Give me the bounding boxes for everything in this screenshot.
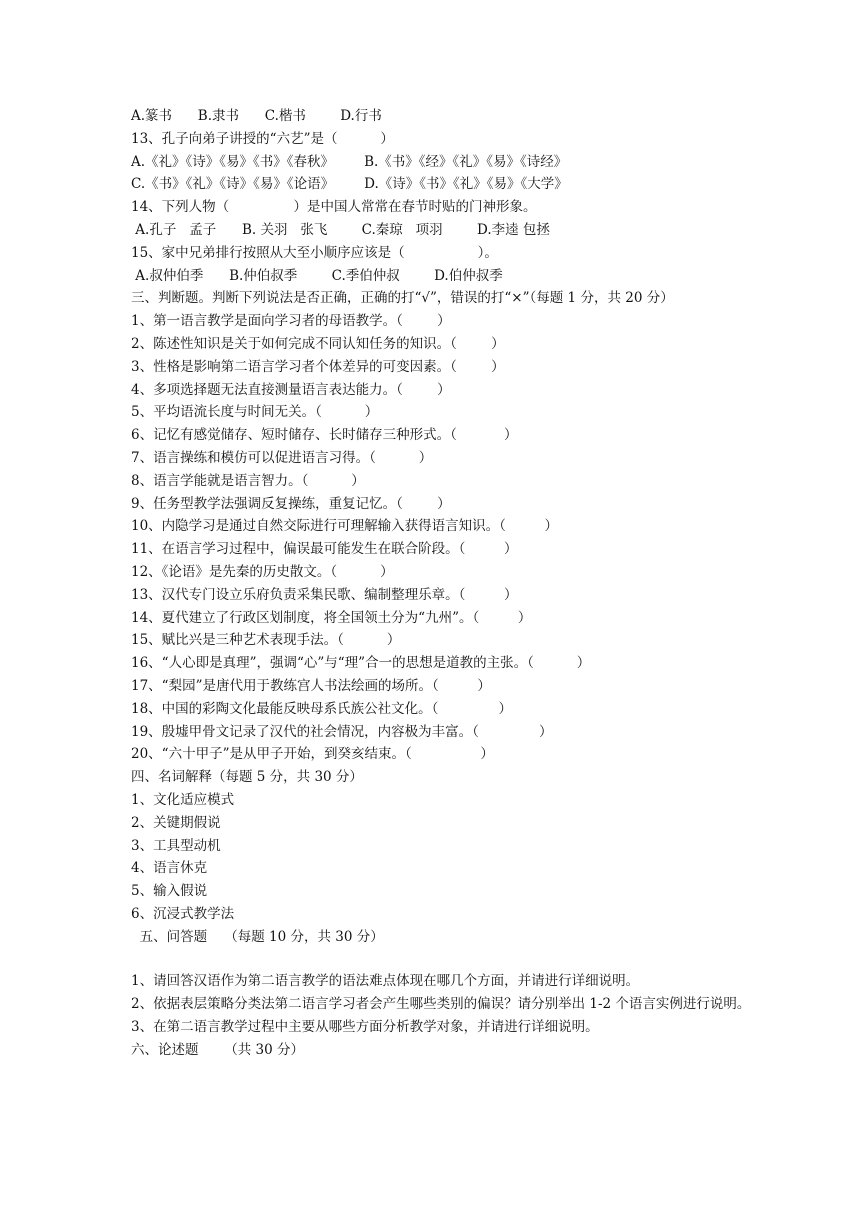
term-item: 3、工具型动机 [131, 837, 221, 854]
judgment-item: 7、语言操练和模仿可以促进语言习得。（ ） [131, 449, 433, 466]
section4-title: 四、名词解释（每题 5 分，共 30 分） [131, 769, 363, 786]
blank-gap [131, 948, 831, 970]
judgment-item: 19、殷墟甲骨文记录了汉代的社会情况，内容极为丰富。（ ） [131, 723, 553, 740]
judgment-item: 20、“六十甲子”是从甲子开始，到癸亥结束。（ ） [131, 746, 494, 763]
judgment-item: 13、汉代专门设立乐府负责采集民歌、编制整理乐章。（ ） [131, 586, 518, 603]
exam-document [131, 105, 831, 1062]
judgment-item: 12、《论语》是先秦的历史散文。（ ） [131, 563, 394, 580]
term-item: 4、语言休克 [131, 860, 208, 877]
judgment-item: 8、语言学能就是语言智力。（ ） [131, 472, 365, 489]
judgment-item: 17、“梨园”是唐代用于教练宫人书法绘画的场所。（ ） [131, 677, 491, 694]
judgment-item: 1、第一语言教学是面向学习者的母语教学。（ ） [131, 313, 451, 330]
judgment-item: 3、性格是影响第二语言学习者个体差异的可变因素。（ ） [131, 358, 505, 375]
judgment-item: 6、记忆有感觉储存、短时储存、长时储存三种形式。（ ） [131, 427, 518, 444]
term-item: 2、关键期假说 [131, 814, 221, 831]
judgment-item: 15、赋比兴是三种艺术表现手法。（ ） [131, 632, 401, 649]
section6-title: 六、论述题 （共 30 分） [131, 1041, 305, 1058]
term-item: 6、沉浸式教学法 [131, 905, 235, 922]
judgment-item: 5、平均语流长度与时间无关。（ ） [131, 404, 379, 421]
judgment-item: 11、在语言学习过程中，偏误最可能发生在联合阶段。（ ） [131, 541, 518, 558]
section5-title: 五、问答题 （每题 10 分，共 30 分） [131, 928, 384, 945]
section3-list [131, 310, 831, 766]
question-item: 3、在第二语言教学过程中主要从哪些方面分析教学对象，并请进行详细说明。 [131, 1019, 599, 1036]
q13-stem: 13、孔子向弟子讲授的“六艺”是（ ） [131, 130, 394, 147]
judgment-item: 18、中国的彩陶文化最能反映母系氏族公社文化。（ ） [131, 700, 513, 717]
term-item: 5、输入假说 [131, 883, 208, 900]
judgment-item: 16、“人心即是真理”，强调“心”与“理”合一的思想是道教的主张。（ ） [131, 655, 591, 672]
judgment-item: 2、陈述性知识是关于如何完成不同认知任务的知识。（ ） [131, 335, 505, 352]
section5-list [131, 970, 831, 1038]
q13-options-2: C.《书》《礼》《诗》《易》《论语》 D.《诗》《书》《礼》《易》《大学》 [131, 176, 568, 193]
term-item: 1、文化适应模式 [131, 791, 235, 808]
question-item: 1、请回答汉语作为第二语言教学的语法难点体现在哪几个方面，并请进行详细说明。 [131, 973, 640, 990]
section4-list [131, 789, 831, 926]
section3-title: 三、判断题。判断下列说法是否正确，正确的打“√”，错误的打“×”（每题 1 分，共 20 分） [131, 290, 674, 307]
q15-stem: 15、家中兄弟排行按照从大至小顺序应该是（ ）。 [131, 244, 498, 261]
judgment-item: 10、内隐学习是通过自然交际进行可理解输入获得语言知识。（ ） [131, 518, 559, 535]
judgment-item: 4、多项选择题无法直接测量语言表达能力。（ ） [131, 381, 451, 398]
q12-options: A.篆书 B.隶书 C.楷书 D.行书 [131, 108, 382, 124]
q14-options: A.孔子 孟子 B. 关羽 张飞 C.秦琼 项羽 D.李逵 包拯 [131, 221, 550, 238]
q14-stem: 14、下列人物（ ）是中国人常常在春节时贴的门神形象。 [131, 199, 537, 216]
q15-options: A.叔仲伯季 B.仲伯叔季 C.季伯仲叔 D.伯仲叔季 [131, 267, 503, 284]
judgment-item: 9、任务型教学法强调反复操练，重复记忆。（ ） [131, 495, 451, 512]
question-item: 2、依据表层策略分类法第二语言学习者会产生哪些类别的偏误？请分别举出 1-2 个语言实例进行说明。 [131, 996, 751, 1013]
judgment-item: 14、夏代建立了行政区划制度，将全国领土分为“九州”。（ ） [131, 609, 532, 626]
q13-options-1: A.《礼》《诗》《易》《书》《春秋》 B.《书》《经》《礼》《易》《诗经》 [131, 153, 568, 170]
